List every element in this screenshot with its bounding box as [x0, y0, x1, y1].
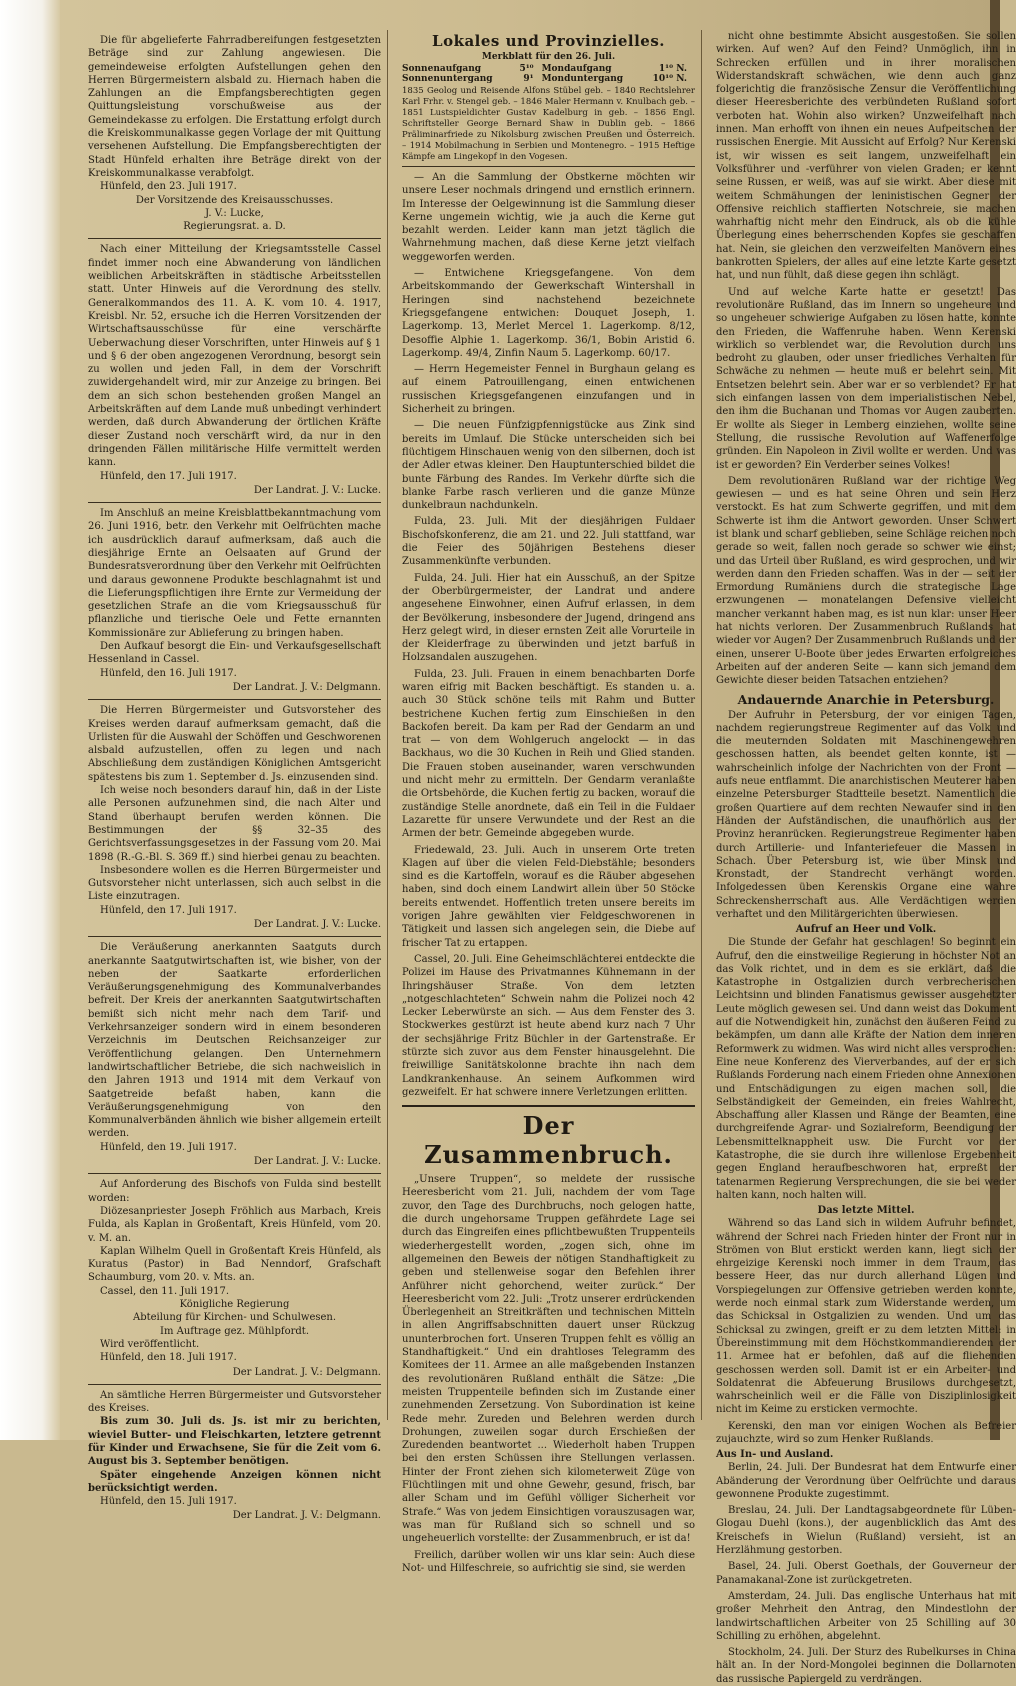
notice-date: Hünfeld, den 17. Juli 1917. [100, 904, 237, 916]
notice-text: Nach einer Mitteilung der Kriegsamtsstelle Cassel findet immer noch eine Abwanderung von ländlichen weiblichen Arbeitskräften in städtische Arbeitsstellen statt. Unter Hinweis auf die Verordnung des stellv. Generalkommandos des 11. A. K. vom 10. 4. 1917, Kreisbl. Nr. 52, ersuche ich die Herren Vorsitzenden der Wirtschaftsausschüsse für eine verschärfte Ueberwachung dieser Vorschriften, unter Hinweis auf § 1 und § 6 der oben angezogenen Verordnung, besorgt sein zu wollen und jeden Fall, in dem der Vorschrift zuwidergehandelt wird, mir zur Anzeige zu bringen. Bei dem an sich schon bestehenden großen Mangel an Arbeitskräften auf dem Lande muß unbedingt verhindert werden, daß durch Abwanderung der örtlichen Kräfte dieser Zustand noch verschärft wird, da nur in den dringenden Fällen militärische Hilfe vermittelt werden kann. [88, 244, 381, 469]
notice-text: Wird veröffentlicht. [100, 1338, 200, 1350]
table-cell: Mondaufgang [541, 64, 612, 74]
news-item: — Entwichene Kriegsgefangene. Von dem Arbeitskommando der Gewerkschaft Wintershall in Heringen sind nachstehend bezeichnete Kriegsgefangene entwichen: Douquet Joseph, 1. Lagerkomp. 13, Merlet Mercel 1. Lagerkomp. 8/12, Desoffie Alphie 1. Lagerkomp. 36/1, Bobin Aristid 6. Lagerkomp. 49/4, Zinfin Naum 5. Lagerkomp. 60/17. [402, 268, 695, 359]
notice-text: Im Anschluß an meine Kreisblattbekanntmachung vom 26. Juni 1916, betr. den Verkehr mit Oelfrüchten mache ich ausdrücklich darauf aufmerksam, daß auch die diesjährige Ernte an Oelsaaten auf Grund der Bundesratsverordnung über den Verkehr mit Oelfrüchten und daraus gewonnene Produkte beschlagnahmt ist und die Lieferungspflichtigen ihre Ernte zur Vermeidung der gesetzlichen Strafe an die vom Kriegsausschuß für pflanzliche und tierische Oele und Fette ernannten Kommissionäre zur Ablieferung zu bringen haben. [88, 508, 381, 639]
notice-text: Die für abgelieferte Fahrradbereifungen festgesetzten Beträge sind zur Zahlung angewiesen. Die gemeindeweise erfolgten Aufstellungen gehen den Herren Bürgermeistern alsbald zu. Hiernach haben die Zahlungen an die Empfangsberechtigten gegen Quittungsleistung vorschußweise aus der Gemeindekasse zu erfolgen. Die Erstattung erfolgt durch die Kreiskommunalkasse gegen Vorlage der mit Quittung versehenen Aufstellung. Die Empfangsberechtigten der Stadt Hünfeld erhalten ihre Beträge direkt von der Kreiskommunalkasse verabfolgt. [88, 35, 381, 179]
table-cell: 9¹ [523, 74, 534, 84]
column-announcements [88, 30, 388, 1522]
notice-fahrradbereifungen [88, 30, 381, 239]
news-item: — Die neuen Fünfzigpfennigstücke aus Zink sind bereits im Umlauf. Die Stücke unterscheiden sich bei flüchtigem Hinschauen wenig von den silbernen, doch ist der Adler etwas kleiner. Den Hauptunterschied bildet die bunte Färbung des Randes. Im Verkehr dürfte sich die blanke Farbe rasch verlieren und die ganze Münze dunkelbraun nachdunkeln. [402, 420, 695, 512]
subheading: Das letzte Mittel. [817, 1205, 915, 1217]
chronicle: 1835 Geolog und Reisende Alfons Stübel geb. – 1840 Rechtslehrer Karl Frhr. v. Stengel geb. – 1846 Maler Hermann v. Knulbach geb. – 1851 Lustspieldichter Gustav Kadelburg in geb. – 1856 Engl. Schriftsteller George Bernard Shaw in Dublin geb. – 1866 Präliminarfriede zu Nikolsburg zwischen Preußen und Österreich. – 1914 Mobilmachung in Serbien und Montenegro. – 1915 Heftige Kämpfe am Lingekopf in den Vogesen. [402, 86, 695, 167]
scan-margin-left [0, 0, 60, 1440]
notice-signature: Der Vorsitzende des Kreisausschusses. [135, 194, 334, 206]
notice-arbeitskraefte [88, 239, 381, 503]
news-item: Fulda, 23. Juli. Mit der diesjährigen Fuldaer Bischofskonferenz, die am 21. und 22. Juli stattfand, war die Feier des 50jährigen Bestehens dieser Zusammenkünfte verbunden. [402, 516, 695, 568]
news-item: — An die Sammlung der Obstkerne möchten wir unsere Leser nochmals dringend und ernstlich erinnern. Im Interesse der Oelgewinnung ist die Sammlung dieser Kerne ungemein wichtig, wie ja auch die Kerne gut bezahlt werden. Leider kann man jetzt täglich die Wahrnehmung machen, daß diese Kerne jetzt vielfach weggeworfen werden. [402, 172, 695, 263]
table-cell: Sonnenaufgang [402, 64, 482, 74]
news-item: Friedewald, 23. Juli. Auch in unserem Orte treten Klagen auf über die vielen Feld-Diebstähle; besonders sind es die Kartoffeln, worauf es die Räuber abgesehen haben, sind doch einem Landwirt allein über 50 Stöcke bereits entwendet. Hoffentlich treten unsere bereits im vorigen Jahre gewählten vier Feldgeschworenen in Tätigkeit und lassen sich angelegen sein, die Diebe auf frischer Tat zu ertappen. [402, 844, 695, 949]
article-paragraph: Die Stunde der Gefahr hat geschlagen! So beginnt ein Aufruf, den die einstweilige Regierung in höchster Not an das Volk richtet, und in dem es sie erklärt, daß die Katastrophe in Ostgalizien durch verbrecherischen Leichtsinn und blinden Fanatismus gewisser ausgehetzter Leute möglich gewesen sei. Und dann weist das Dokument auf die Notwendigkeit hin, zunächst den äußeren Feind zu bekämpfen, um dann alle Kräfte der Nation dem inneren Reformwerk zu widmen. Was wird nicht alles versprochen: Eine neue Konferenz des Vierverbandes, auf der er sich Rußlands Forderung nach einem Frieden ohne Annexionen und Entschädigungen zu eigen machen soll, die Selbständigkeit der Gemeinden, ein freies Wahlrecht, Abschaffung aller Klassen und Ränge der Beamten, eine durchgreifende Agrar- und Sozialreform, Beendigung der Lebensmittelknappheit usw. Die Furcht vor der Katastrophe, die sie durch ihre willenlose Ergebenheit gegen England heraufbeschworen hat, erpreßt der tatenarmen Regierung Versprechungen, die sie bei weder halten kann, noch halten will. [716, 937, 1016, 1201]
notice-text: Die Herren Bürgermeister und Gutsvorsteher des Kreises werden darauf aufmerksam gemacht, daß die Urlisten für die Auswahl der Schöffen und Geschworenen alsbald aufzustellen, offen zu legen und nach Abschließung dem zuständigen Königlichen Amtsgericht spätestens bis zum 1. September d. Js. einzusenden sind. [88, 705, 381, 783]
notice-signature: Der Landrat. J. V.: Lucke. [253, 484, 381, 496]
table-cell: 10¹⁰ N. [652, 74, 687, 84]
notice-signature: Königliche Regierung [179, 1299, 290, 1311]
column-politics [716, 30, 1016, 1685]
notice-text: Insbesondere wollen es die Herren Bürgermeister und Gutsvorsteher nicht unterlassen, sich auch selbst in die Liste einzutragen. [88, 864, 381, 903]
table-cell: 5¹⁰ [519, 64, 534, 74]
notice-date: Hünfeld, den 17. Juli 1917. [100, 470, 237, 482]
notice-signature: Regierungsrat. a. D. [183, 221, 286, 233]
article-heading: Andauernde Anarchie in Petersburg. [737, 691, 995, 707]
table-cell: Sonnenuntergang [402, 74, 493, 84]
news-item: Fulda, 23. Juli. Frauen in einem benachbarten Dorfe waren eifrig mit Backen beschäftigt. Es standen u. a. auch 30 Stück schöne teils mit Rahm und Butter bestrichene Kuchen fertig zum Einschießen in den Backofen bereit. Da kam per Rad der Gendarm an und trat — von dem Wohlgeruch angelockt — in das Backhaus, wo die 30 Kuchen in Reih und Glied standen. Die Frauen stoben auseinander, waren verschwunden und nicht mehr zu ermitteln. Der Gendarm veranlaßte die Ortsbehörde, die Kuchen fertig zu backen, worauf die zuständige Stelle anordnete, daß ein Teil in die Fuldaer Lazarette für unsere Verwundete und der Rest an die Armen der betr. Gemeinde abgegeben wurde. [402, 668, 695, 840]
notice-signature: Der Landrat. J. V.: Delgmann. [232, 1510, 381, 1522]
notice-signature: Im Auftrage gez. Mühlpfordt. [160, 1325, 309, 1337]
article-paragraph: Der Aufruhr in Petersburg, der vor einigen Tagen, nachdem regierungstreue Regimenter auf das Volk und die meuternden Soldaten mit Maschinengewehren geschossen hatten, als beendet gelten konnte, ist — wahrscheinlich infolge der Nachrichten von der Front — aufs neue entflammt. Die anarchistischen Meuterer haben einzelne Petersburger Stadtteile besetzt. Namentlich die großen Quartiere auf dem rechten Newaufer sind in den Händen der Aufständischen, die unaufhörlich aus der Provinz heranrücken. Regierungstreue Regimenter haben durch Artillerie- und Infanteriefeuer die Massen in Schach. Über Petersburg ist, wie über Minsk und Kronstadt, der Standrecht verhängt worden. Infolgedessen üben Kerenskis Organe eine wahre Schreckensherrschaft aus. Alle Verdächtigen werden verhaftet und den Militärgerichten überwiesen. [716, 709, 1016, 920]
table-row [402, 74, 695, 84]
merkblatt-heading: Merkblatt für den 26. Juli. [481, 52, 616, 62]
notice-text: Bis zum 30. Juli ds. Js. ist mir zu berichten, wieviel Butter- und Fleischkarten, letztere getrennt für Kinder und Erwachsene, Sie für die Zeit vom 6. August bis 3. September benötigen. [88, 1416, 381, 1468]
notice-text: Auf Anforderung des Bischofs von Fulda sind bestellt worden: [88, 1179, 381, 1204]
subheading: Aufruf an Heer und Volk. [795, 924, 937, 936]
news-item: Basel, 24. Juli. Oberst Goethals, der Gouverneur der Panamakanal-Zone ist zurückgetreten. [716, 1561, 1016, 1586]
notice-date: Hünfeld, den 19. Juli 1917. [100, 1141, 237, 1153]
news-item: Fulda, 24. Juli. Hier hat ein Ausschuß, an der Spitze der Oberbürgermeister, der Landrat und andere angesehene Einwohner, einen Aufruf erlassen, in dem der Bevölkerung, insbesondere der Jugend, dringend ans Herz gelegt wird, in dieser ernsten Zeit alle Vorurteile in der Kleiderfrage zu überwinden und jetzt barfuß in Holzsandalen auszugehen. [402, 572, 695, 664]
news-item: — Herrn Hegemeister Fennel in Burghaun gelang es auf einem Patrouillengang, einen entwichenen russischen Kriegsgefangenen einzufangen und in Sicherheit zu bringen. [402, 364, 695, 416]
column-local-news [402, 30, 702, 1574]
news-item: Cassel, 20. Juli. Eine Geheimschlächterei entdeckte die Polizei im Hause des Privatmannes Kühnemann in der Ihringshäuser Straße. Von dem letzten „notgeschlachteten“ Schwein nahm die Polizei noch 42 Lecker Leberwürste an sich. — Aus dem Fenster des 3. Stockwerkes gestürzt ist heute abend kurz nach 7 Uhr der sechsjährige Fritz Büchler in der Gartenstraße. Er stürzte sich zuvor aus dem Fenster hinausgelehnt. Die freiwillige Sanitätskolonne brachte ihn nach dem Landkrankenhause. An seinem Aufkommen wird gezweifelt. Er hat schwere innere Verletzungen erlitten. [402, 953, 695, 1098]
notice-signature: Der Landrat. J. V.: Lucke. [253, 919, 381, 930]
notice-text: Später eingehende Anzeigen können nicht berücksichtigt werden. [88, 1469, 381, 1494]
notice-butterkarten [88, 1385, 381, 1528]
notice-date: Hünfeld, den 15. Juli 1917. [100, 1496, 237, 1508]
news-item: Stockholm, 24. Juli. Der Sturz des Rubelkurses in China hält an. In der Nord-Mongolei beginnen die Dollarnoten das russische Papiergeld zu verdrängen. [716, 1647, 1016, 1685]
article-paragraph: Und auf welche Karte hatte er gesetzt! Das revolutionäre Rußland, das im Innern so ungeheure und so ungeheuer schwierige Aufgaben zu lösen hatte, konnte den Frieden, die Waffenruhe haben. Wenn Kerenski wirklich so verblendet war, die Revolution durch uns bedroht zu glauben, oder unser friedliches Verhalten für Schwäche zu nehmen — heute muß er belehrt sein. Mit Entsetzen belehrt sein. Aber war er so verblendet? Er hat sich einfangen lassen von dem imperialistischen Nebel, den ihm die Buchanan und Thomas vor Augen zauberten. Er wollte als Sieger in Lemberg einziehen, wollte seine Stellung, die russische Revolution auf Waffenerfolge gründen. Ein Napoleon in Zivil wollte er werden. Und was ist er geworden? Ein Verderber seines Volkes! [716, 286, 1016, 471]
notice-text: Kaplan Wilhelm Quell in Großentaft Kreis Hünfeld, als Kuratus (Pastor) in Bad Nenndorf, Grafschaft Schaumburg, vom 20. v. Mts. an. [88, 1245, 381, 1284]
notice-date: Hünfeld, den 18. Juli 1917. [100, 1352, 237, 1364]
news-item: Berlin, 24. Juli. Der Bundesrat hat dem Entwurfe einer Abänderung der Verordnung über Oelfrüchte und daraus gewonnene Produkte zugestimmt. [716, 1462, 1016, 1500]
sun-moon-table [402, 64, 695, 84]
article-paragraph: Freilich, darüber wollen wir uns klar sein: Auch diese Not- und Hilfeschreie, so aufrichtig sie sind, sie werden [402, 1549, 695, 1574]
section-heading: Lokales und Provinzielles. [432, 32, 665, 50]
news-item: Breslau, 24. Juli. Der Landtagsabgeordnete für Lüben-Glogau Duehl (kons.), der augenblicklich das Amt des Kreischefs in Wielun (Rußland) versieht, ist an Herzlähmung gestorben. [716, 1505, 1016, 1557]
article-title: Der Zusammenbruch. [402, 1105, 695, 1169]
notice-signature: Der Landrat. J. V.: Delgmann. [232, 681, 381, 693]
notice-text: Die Veräußerung anerkannten Saatguts durch anerkannte Saatgutwirtschaften ist, wie bisher, von der neben der Saatkarte erforderlichen Veräußerungsgenehmigung des Kommunalverbandes befreit. Der Kreis der anerkannten Saatgutwirtschaften bemißt sich nicht mehr nach dem Tarif- und Verkehrsanzeiger sondern wird in einem besonderen Verzeichnis im Deutschen Reichsanzeiger zur Veröffentlichung gelangen. Den Unternehmern landwirtschaftlicher Betriebe, die sich nachweislich in den Jahren 1913 und 1914 mit dem Verkauf von Saatgetreide befaßt haben, kann die Veräußerungsgenehmigung von den Kommunalverbänden ähnlich wie bisher allgemein erteilt werden. [88, 942, 381, 1140]
table-row [402, 64, 695, 74]
notice-signature: J. V.: Lucke, [205, 207, 264, 219]
news-item: Amsterdam, 24. Juli. Das englische Unterhaus hat mit großer Mehrheit den Antrag, den Mindestlohn der landwirtschaftlichen Arbeiter von 25 Schilling auf 30 Schilling zu erhöhen, abgelehnt. [716, 1590, 1016, 1642]
notice-text: Ich weise noch besonders darauf hin, daß in der Liste alle Personen aufzunehmen sind, die nach Alter und Stand überhaupt berufen werden können. Die Bestimmungen der §§ 32–35 des Gerichtsverfassungsgesetzes in der Fassung vom 20. Mai 1898 (R.-G.-Bl. S. 369 ff.) sind hierbei genau zu beachten. [88, 785, 381, 863]
article-paragraph: Während so das Land sich in wildem Aufruhr befindet, während der Schrei nach Frieden hinter der Front nur in Strömen von Blut erstickt werden kann, liegt sich der ehrgeizige Kerenski noch immer in dem Traum, das bessere Heer, das nur durch allerhand Lügen und Vorspiegelungen zur Offensive getrieben werden konnte, werde noch einmal stark zum Widerstande werden, um das Schicksal in Ostgalizien zu wenden. Und um das Schicksal zu zwingen, greift er zu dem letzten Mittel: in Übereinstimmung mit dem Höchstkommandierenden der 11. Armee hat er befohlen, daß auf die fliehenden geschossen werden soll. Damit ist er ein Arbeiter- und Soldatenrat die Abfeuerung Brusilows durchgesetzt, wahrscheinlich weil er die Fälle von Disziplinlosigkeit nicht im Keime zu ersticken vermochte. [716, 1218, 1016, 1416]
article-paragraph: Dem revolutionären Rußland war der richtige Weg gewiesen — und es hat seine Ohren und sein Herz verstockt. Es hat zum Schwerte gegriffen, und mit dem Schwerte ist ihm die Antwort geworden. Unser Schwert ist blank und scharf geblieben, seine Schläge reichen noch gerade so weit, fallen noch gerade so schwer wie einst; und das Urteil über Rußland, es wird gesprochen, und wir werden dann den Frieden schaffen. Was in der — seit der Ermordung Rumäniens durch die strategische Lage erzwungenen — monatelangen Defensive vielleicht mancher verkannt haben mag, es ist nun klar: unser Heer hat nichts verloren. Der Zusammenbruch Rußlands hat wieder vor Augen? Der Zusammenbruch Rußlands und der einen, unserer U-Boote über jedes Erwarten erfolgreiches Arbeiten auf der anderen Seite — kann sich jemand dem Gewichte dieser beiden Tatsachen entziehen? [716, 475, 1016, 687]
article-paragraph: Kerenski, den man vor einigen Wochen als Befreier zujauchzte, wird so zum Henker Rußlands. [716, 1420, 1016, 1445]
notice-bischof [88, 1174, 381, 1384]
notice-signature: Der Landrat. J. V.: Lucke. [253, 1156, 381, 1168]
notice-saatgut [88, 937, 381, 1174]
notice-date: Hünfeld, den 23. Juli 1917. [100, 181, 237, 193]
notice-schoeffen [88, 700, 381, 937]
notice-text: An sämtliche Herren Bürgermeister und Gutsvorsteher des Kreises. [88, 1389, 381, 1415]
article-paragraph: nicht ohne bestimmte Absicht ausgestoßen. Sie sollen wirken. Auf wen? Auf den Feind? Unmöglich, ihn in Schrecken erfüllen und in ihrer moralischen Widerstandskraft schwächen, wie denn auch ganz folgerichtig die französische Zensur die Veröffentlichung dieser Heeresberichte des verbündeten Rußland sofort verboten hat. Wohin also wirken? Unzweifelhaft nach innen. Man erhofft von ihnen ein neues Aufpeitschen der russischen Energie. Mit Aussicht auf Erfolg? Nur Kerenski ist, wir wissen es seit langem, unzweifelhaft ein Volksführer und -verführer von vielen Graden; er kennt seine Russen, er weiß, was auf sie wirkt. Aber diese mit weitem Schmähungen der leninistischen Gegner der Offensive reichlich staffierten Notschreie, sie machen wahrhaftig nicht mehr den Eindruck, als ob die kühle Überlegung eines beherrschenden Kopfes sie geschaffen hat. Nein, sie gleichen den verzweifelten Manövern eines bankrotten Spielers, der alles auf eine letzte Karte gesetzt hat, und nun fühlt, daß diese gegen ihn schlägt. [716, 31, 1016, 282]
notice-text: Diözesanpriester Joseph Fröhlich aus Marbach, Kreis Fulda, als Kaplan in Großentaft, Kreis Hünfeld, vom 20. v. M. an. [88, 1205, 381, 1244]
notice-date: Hünfeld, den 16. Juli 1917. [100, 667, 237, 679]
notice-text: Den Aufkauf besorgt die Ein- und Verkaufsgesellschaft Hessenland in Cassel. [88, 641, 381, 666]
table-cell: Monduntergang [541, 74, 624, 84]
notice-oelfruechte [88, 503, 381, 700]
table-cell: 1¹⁰ N. [658, 64, 687, 74]
notice-signature: Der Landrat. J. V.: Delgmann. [232, 1366, 381, 1378]
notice-signature: Abteilung für Kirchen- und Schulwesen. [132, 1312, 337, 1324]
notice-date: Cassel, den 11. Juli 1917. [100, 1285, 230, 1297]
article-paragraph: „Unsere Truppen“, so meldete der russische Heeresbericht vom 21. Juli, nachdem der vom Tage zuvor, den Tage des Durchbruchs, noch gelogen hatte, die durch ungehorsame Truppen gefährdete Lage sei durch das Eingreifen eines pflichtbewußten Truppenteils wiederhergestellt worden, „zogen sich, ohne im allgemeinen den Beweis der nötigen Standhaftigkeit zu geben und stellenweise sogar den Befehlen ihrer Anführer nicht gehorchend, weiter zurück.“ Der Heeresbericht vom 22. Juli: „Trotz unserer erdrückenden Überlegenheit an Streitkräften und technischen Mitteln in allen Angriffsabschnitten dauert unser Rückzug ununterbrochen fort. Unseren Truppen fehlt es völlig an Standhaftigkeit.“ Und ein drahtloses Telegramm des Komitees der 11. Armee an alle maßgebenden Instanzen des revolutionären Rußland enthält die Sätze: „Die meisten Truppenteile befinden sich im Zustande einer zunehmenden Zersetzung. Von Subordination ist keine Rede mehr. Zureden und Belehren werden durch Drohungen, zuweilen sogar durch Erschießen der Zuredenden beantwortet ... Wiederholt haben Truppen bei den ersten Schüssen ihre Stellungen verlassen. Hinter der Front ziehen sich kilometerweit Züge von Flüchtlingen mit und ohne Gewehr, gesund, frisch, bar aller Scham und im Gefühl völliger Sicherheit vor Strafe.“ Was von jedem Einsichtigen vorauszusagen war, was man für Rußland sich so schnell und so ungeheuerlich vorstellte: der Zusammenbruch, er ist da! [402, 1174, 695, 1545]
section-heading: Aus In- und Ausland. [716, 1449, 834, 1461]
